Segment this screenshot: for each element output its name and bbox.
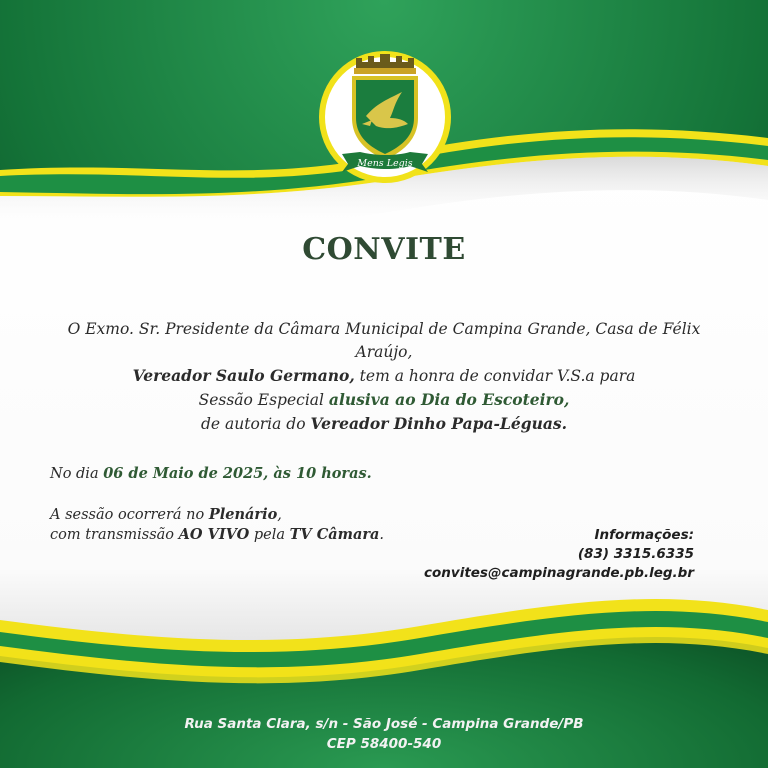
session-theme: alusiva ao Dia do Escoteiro, xyxy=(328,390,570,409)
contact-email: convites@campinagrande.pb.leg.br xyxy=(424,565,694,581)
session-details xyxy=(50,505,384,545)
postal-code: CEP 58400-540 xyxy=(326,736,442,752)
contact-phone: (83) 3315.6335 xyxy=(577,546,694,562)
session-location: A sessão ocorrerá no Plenário, xyxy=(50,506,282,523)
invitation-title: CONVITE xyxy=(302,232,466,267)
logo-motto: Mens Legis xyxy=(357,158,413,169)
host-name: Vereador Saulo Germano, xyxy=(132,366,355,385)
session-broadcast: com transmissão AO VIVO pela TV Câmara. xyxy=(50,526,385,543)
event-datetime: 06 de Maio de 2025, às 10 horas. xyxy=(103,465,372,482)
invitation-line-1: O Exmo. Sr. Presidente da Câmara Municipal de Campina Grande, Casa de Félix Araújo, xyxy=(67,320,701,361)
author-name: Vereador Dinho Papa-Léguas. xyxy=(310,414,568,433)
invitation-body xyxy=(40,318,728,436)
contact-label: Informações: xyxy=(594,527,694,543)
invitation-line-3: Sessão Especial alusiva ao Dia do Escoteiro, xyxy=(198,390,570,409)
contact-info xyxy=(424,526,694,583)
address-line: Rua Santa Clara, s/n - São José - Campina Grande/PB xyxy=(184,716,584,732)
chamber-logo xyxy=(306,48,464,184)
event-date: No dia 06 de Maio de 2025, às 10 horas. xyxy=(50,465,372,482)
footer-address xyxy=(0,714,768,754)
invitation-line-4: de autoria do Vereador Dinho Papa-Léguas. xyxy=(200,414,568,433)
invitation-line-2: Vereador Saulo Germano, tem a honra de convidar V.S.a para xyxy=(132,366,636,385)
